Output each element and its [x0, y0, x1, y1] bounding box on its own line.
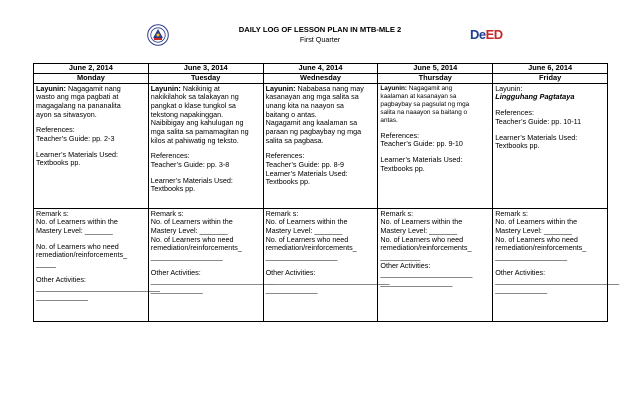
- remarks-text: No. of Learners who need: [150, 234, 234, 244]
- objective-text: Nababasa nang may: [295, 83, 364, 93]
- remarks-blank: _____: [36, 258, 56, 268]
- other-activities-label: Other Activities:: [265, 267, 316, 277]
- remarks-text: No. of Learners who need: [495, 234, 578, 244]
- objective-label: Layunin:: [265, 83, 296, 93]
- remarks-blank: __________________: [150, 251, 223, 261]
- materials-label: Learner’s Materials Used:: [380, 155, 463, 165]
- other-activities-blank: _____________: [36, 291, 88, 301]
- monday-remarks-cell: [34, 208, 160, 321]
- monday-lesson-cell: [34, 83, 149, 208]
- remarks-label: Remark s:: [265, 208, 299, 218]
- references-text: Teacher’s Guide: pp. 9-10: [380, 139, 463, 149]
- references-text: Teacher’s Guide: pp. 10-11: [495, 116, 582, 126]
- objective-text: Nagagamit nang: [65, 83, 121, 93]
- materials-label: Learner’s Materials Used:: [36, 149, 119, 159]
- page-subtitle: First Quarter: [299, 35, 341, 44]
- remarks-text: No. of Learners within the: [380, 217, 463, 227]
- references-text: Teacher’s Guide: pp. 3-8: [150, 159, 230, 169]
- other-activities-blank: __________________: [380, 277, 453, 287]
- objective-text: unang kita na naayon sa: [265, 101, 344, 111]
- day-cell: Thursday: [378, 73, 493, 83]
- remarks-text: remediation/reinforcements_: [36, 250, 128, 260]
- remarks-text: No. of Learners who need: [380, 234, 464, 244]
- references-label: References:: [150, 151, 190, 161]
- materials-label: Learner’s Materials Used:: [495, 132, 578, 142]
- references-text: Teacher’s Guide: pp. 8-9: [265, 159, 345, 169]
- friday-lesson-cell: [493, 83, 608, 208]
- objective-label: Layunin:: [495, 83, 523, 93]
- objective-text: Lingguhang Pagtataya: [495, 92, 575, 102]
- day-cell: Friday: [493, 73, 608, 83]
- other-activities-blank: _______________________________: [36, 283, 160, 293]
- other-activities-blank: _____________: [150, 284, 203, 294]
- wednesday-remarks-cell: [263, 208, 390, 321]
- references-label: References:: [380, 130, 420, 140]
- objective-text: nakikilahok sa talakayan ng: [150, 92, 239, 102]
- day-cell: Tuesday: [148, 73, 263, 83]
- date-cell: June 5, 2014: [378, 64, 493, 74]
- remarks-text: Mastery Level: _______: [380, 226, 458, 236]
- remarks-blank: __________________: [495, 251, 568, 261]
- objective-text: baitang o antas.: [265, 109, 317, 119]
- remarks-text: No. of Learners who need: [265, 234, 349, 244]
- references-label: References:: [265, 151, 305, 161]
- remarks-text: remediation/reinforcements_: [265, 243, 357, 253]
- date-cell: June 4, 2014: [263, 64, 378, 74]
- other-activities-label: Other Activities:: [36, 274, 86, 284]
- day-cell: Wednesday: [263, 73, 378, 83]
- references-label: References:: [36, 125, 75, 135]
- remarks-text: Mastery Level: _______: [36, 226, 113, 236]
- thursday-lesson-cell: [378, 83, 493, 208]
- remarks-text: No. of Learners within the: [265, 217, 348, 227]
- date-cell: June 2, 2014: [34, 64, 149, 74]
- objective-text: mga salita sa pamamagitan ng: [150, 126, 249, 136]
- tuesday-lesson-cell: [148, 83, 263, 208]
- objective-text: Naibibigay ang kahulugan ng: [150, 118, 244, 128]
- objective-text: Nagagamit ang kaalaman sa: [265, 118, 358, 128]
- deped-logo: DeED: [470, 27, 503, 42]
- objective-text: paraan ng pagbaybay ng mga: [265, 126, 362, 136]
- objective-text: Nakikinig at: [180, 83, 220, 93]
- materials-text: Textbooks pp.: [150, 184, 196, 194]
- remarks-text: Mastery Level: _______: [265, 226, 343, 236]
- date-cell: June 3, 2014: [148, 64, 263, 74]
- objective-text: pagbaybay sa pagsulat ng mga: [380, 100, 470, 108]
- materials-text: Textbooks pp.: [495, 141, 540, 151]
- objective-label: Layunin:: [36, 83, 66, 93]
- objective-label: Layunin:: [380, 84, 408, 92]
- materials-text: Textbooks pp.: [380, 163, 425, 173]
- page-title: DAILY LOG OF LESSON PLAN IN MTB-MLE 2: [238, 25, 402, 34]
- day-cell: Monday: [34, 73, 149, 83]
- thursday-remarks-cell: [378, 208, 493, 321]
- objective-text: salita sa pagbasa.: [265, 135, 324, 145]
- remarks-text: Mastery Level: _______: [495, 226, 572, 236]
- remarks-text: No. of Learners within the: [36, 217, 118, 227]
- other-activities-blank: _______________________________: [495, 276, 620, 286]
- materials-label: Learner’s Materials Used:: [265, 168, 348, 178]
- objective-text: tekstong napakinggan.: [150, 109, 224, 119]
- references-text: Teacher’s Guide: pp. 2-3: [36, 133, 115, 143]
- references-label: References:: [495, 108, 534, 118]
- objective-text: wasto ang mga pagbati at: [36, 92, 119, 102]
- materials-text: Textbooks pp.: [36, 158, 81, 168]
- other-activities-blank: _______________________: [380, 269, 473, 279]
- remarks-label: Remark s:: [150, 208, 184, 218]
- other-activities-blank: _____________: [265, 284, 318, 294]
- other-activities-label: Other Activities:: [150, 267, 201, 277]
- remarks-row: [34, 208, 608, 321]
- objective-text: kilos at pahiwatig ng teksto.: [150, 135, 239, 145]
- materials-text: Textbooks pp.: [265, 177, 310, 187]
- objective-text: Nagagamit ang: [407, 84, 453, 92]
- remarks-label: Remark s:: [36, 208, 69, 218]
- materials-label: Learner’s Materials Used:: [150, 175, 233, 185]
- objective-text: kasanayan ang mga salita sa: [265, 92, 359, 102]
- objective-text: pangkat o klase tungkol sa: [150, 101, 236, 111]
- friday-remarks-cell: [493, 208, 620, 321]
- remarks-text: No. of Learners within the: [495, 217, 578, 227]
- objective-text: ayon sa sitwasyon.: [36, 109, 97, 119]
- remarks-label: Remark s:: [495, 208, 528, 218]
- other-activities-label: Other Activities:: [380, 260, 431, 270]
- objective-label: Layunin:: [150, 83, 181, 93]
- objective-text: kaalaman at kasanayan sa: [380, 92, 457, 100]
- remarks-blank: __________________: [265, 251, 338, 261]
- remarks-label: Remark s:: [380, 208, 414, 218]
- remarks-text: No. of Learners who need: [36, 241, 119, 251]
- wednesday-lesson-cell: [263, 83, 378, 208]
- date-cell: June 6, 2014: [493, 64, 608, 74]
- other-activities-blank: _______________________________: [150, 276, 275, 286]
- remarks-text: remediation/reinforcements_: [150, 243, 242, 253]
- date-row: [34, 64, 608, 74]
- other-activities-blank: _____________: [495, 284, 548, 294]
- objective-text: salita na naaayon sa baitang o: [380, 108, 468, 116]
- remarks-text: remediation/reinforcements_: [495, 243, 587, 253]
- page-header: [0, 0, 640, 60]
- remarks-text: No. of Learners within the: [150, 217, 233, 227]
- objective-text: antas.: [380, 116, 398, 124]
- remarks-text: Mastery Level: _______: [150, 226, 228, 236]
- other-activities-label: Other Activities:: [495, 267, 546, 277]
- remarks-text: remediation/reinforcements_: [380, 243, 472, 253]
- remarks-blank: __________: [380, 251, 421, 261]
- lesson-log-table: [33, 63, 620, 322]
- lesson-content-row: [34, 83, 608, 208]
- tuesday-remarks-cell: [148, 208, 275, 321]
- day-row: [34, 73, 608, 83]
- other-activities-blank: _______________________________: [265, 276, 390, 286]
- objective-text: magagalang na pananalita: [36, 101, 121, 111]
